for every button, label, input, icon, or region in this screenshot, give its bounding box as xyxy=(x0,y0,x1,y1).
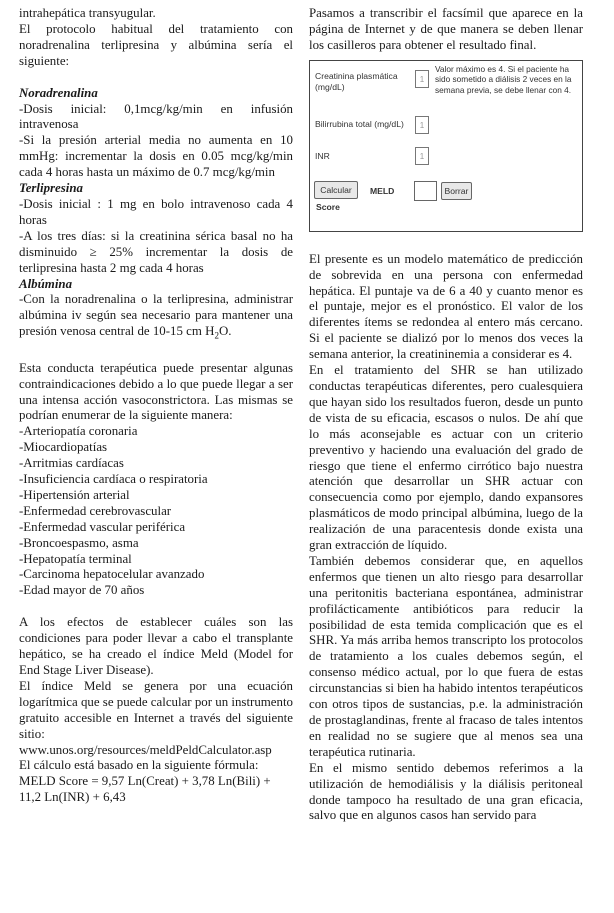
inr-label: INR xyxy=(315,150,330,161)
dose-text: -Con la noradrenalina o la terlipresina, administrar albúmina iv según sea necesario para mantener una presión venosa central de 10-15 cm H xyxy=(19,292,293,339)
paragraph: Pasamos a transcribir el facsímil que aparece en la página de Internet y de que manera se deben llenar los casilleros para obtener el resultado final. xyxy=(309,6,583,52)
calculate-button[interactable]: Calcular xyxy=(314,181,358,199)
list-item: -Miocardiopatías xyxy=(19,440,108,455)
right-column xyxy=(309,6,583,824)
list-item: -Broncoespasmo, asma xyxy=(19,535,139,550)
drug-heading-albumina: Albúmina xyxy=(19,276,73,291)
dose-item: -A los tres días: si la creatinina sérica basal no ha disminuido ≥ 25% incrementar la dosis de terlipresina hasta 2 mg cada 4 horas xyxy=(19,228,293,275)
list-item: -Carcinoma hepatocelular avanzado xyxy=(19,567,205,582)
paragraph: En el tratamiento del SHR se han utilizado conductas terapéuticas diferentes, pero cualesquiera que hayan sido los resultados fueron, desde un punto de vista de su eficacia, escasos o nulos. De ahí que lo más aconsejable es actuar con un criterio preventivo y haciendo una evaluación del grado de riesgo que tiene el enfermo cirrótico bajo nuestra atención que desarrollar un SHR actuar con consecuencia como por ejemplo, dando expansores plasmáticos de modo principal albúmina, luego de la realización de una paracentesis donde exista una gran extracción de líquido. xyxy=(309,363,583,553)
creatinine-label: Creatinina plasmática (mg/dL) xyxy=(315,70,398,92)
paragraph: El cálculo está basado en la siguiente fórmula: xyxy=(19,758,259,773)
dose-item xyxy=(19,292,293,344)
list-item: -Arteriopatía coronaria xyxy=(19,424,138,439)
bilirubin-input[interactable]: 1 xyxy=(415,116,429,134)
drug-heading-terlipresina: Terlipresina xyxy=(19,181,83,196)
inr-input[interactable]: 1 xyxy=(415,147,429,165)
dose-item: -Dosis inicial : 1 mg en bolo intravenoso cada 4 horas xyxy=(19,196,293,227)
contraindication-list xyxy=(19,424,293,599)
paragraph: También debemos considerar que, en aquellos enfermos que tienen un alto riesgo para desarrollar una peritonitis bacteriana espontánea, administrar profilácticamente antibióticos para reducir la posibilidad de esta temida complicación que es el SHR. Ya más arriba hemos transcripto los protocolos de tratamiento a los cuales debemos según, el consenso médico actual, por lo que fuera de estas circunstancias si bien ha habido intentos terapéuticos con otros tipos de sustancias, p.e. la administración de prostaglandinas, frente al fracaso de tales intentos en realidad no se sugiere que al menos sea una terapéutica rutinaria. xyxy=(309,553,583,759)
left-column xyxy=(19,6,293,806)
bilirubin-label: Bilirrubina total (mg/dL) xyxy=(315,118,404,129)
meld-label: MELD xyxy=(370,185,395,196)
formula: MELD Score = 9,57 Ln(Creat) + 3,78 Ln(Bili) + 11,2 Ln(INR) + 6,43 xyxy=(19,774,271,805)
paragraph: El protocolo habitual del tratamiento con noradrenalina terlipresina y albúmina sería el siguiente: xyxy=(19,21,293,68)
list-item: -Hipertensión arterial xyxy=(19,487,130,502)
list-item: -Enfermedad cerebrovascular xyxy=(19,503,172,518)
dose-item: -Si la presión arterial media no aumenta en 10 mmHg: incrementar la dosis en 0.05 mcg/kg/min cada 4 horas hasta un máximo de 0.7 mcg/kg/min xyxy=(19,133,293,180)
clear-button[interactable]: Borrar xyxy=(441,182,472,200)
meld-score-output xyxy=(414,181,437,201)
url-text: www.unos.org/resources/meldPeldCalculator.asp xyxy=(19,742,272,757)
dose-text-end: O. xyxy=(218,324,232,339)
subscript: 2 xyxy=(214,330,219,341)
paragraph: intrahepática transyugular. xyxy=(19,6,156,20)
paragraph: En el mismo sentido debemos referimos a la utilización de hemodiálisis y la diálisis peritoneal donde tampoco ha resultado de una gran eficacia, salvo que en algunos casos han servido para xyxy=(309,760,583,823)
list-item: -Arritmias cardíacas xyxy=(19,456,124,471)
list-item: -Insuficiencia cardíaca o respiratoria xyxy=(19,472,208,487)
meld-calculator-form xyxy=(309,60,583,232)
paragraph: Esta conducta terapéutica puede presentar algunas contraindicaciones debido a lo que puede llegar a ser una intensa acción vasoconstrictora. Las mismas se podrían enumerar de la siguiente manera: xyxy=(19,360,293,423)
dose-item: -Dosis inicial: 0,1mcg/kg/min en infusión intravenosa xyxy=(19,101,293,132)
list-item: -Edad mayor de 70 años xyxy=(19,583,145,598)
paragraph: A los efectos de establecer cuáles son las condiciones para poder llevar a cabo el transplante hepático, se ha creado el índice Meld (Model for End Stage Liver Disease). xyxy=(19,615,293,678)
list-item: -Hepatopatía terminal xyxy=(19,551,132,566)
creatinine-note: Valor máximo es 4. Si el paciente ha sido sometido a diálisis 2 veces en la semana previa, se debe llenar con 4. xyxy=(435,63,572,95)
paragraph: El índice Meld se genera por una ecuación logarítmica que se puede calcular por un instrumento gratuito accesible en Internet a través del siguiente sitio: xyxy=(19,678,293,741)
drug-heading-noradrenalina: Noradrenalina xyxy=(19,85,98,100)
creatinine-input[interactable]: 1 xyxy=(415,70,429,88)
paragraph: El presente es un modelo matemático de predicción de sobrevida en una persona con enfermedad hepática. El puntaje va de 6 a 40 y cuanto menor es el puntaje, mejor es el pronóstico. El valor de los diferentes ítems se redondea al entero más cercano. Si el paciente se dializó por lo menos dos veces la semana anterior, la creatininemia a considerar es 4. xyxy=(309,251,583,362)
list-item: -Enfermedad vascular periférica xyxy=(19,519,186,534)
score-label: Score xyxy=(316,201,340,212)
